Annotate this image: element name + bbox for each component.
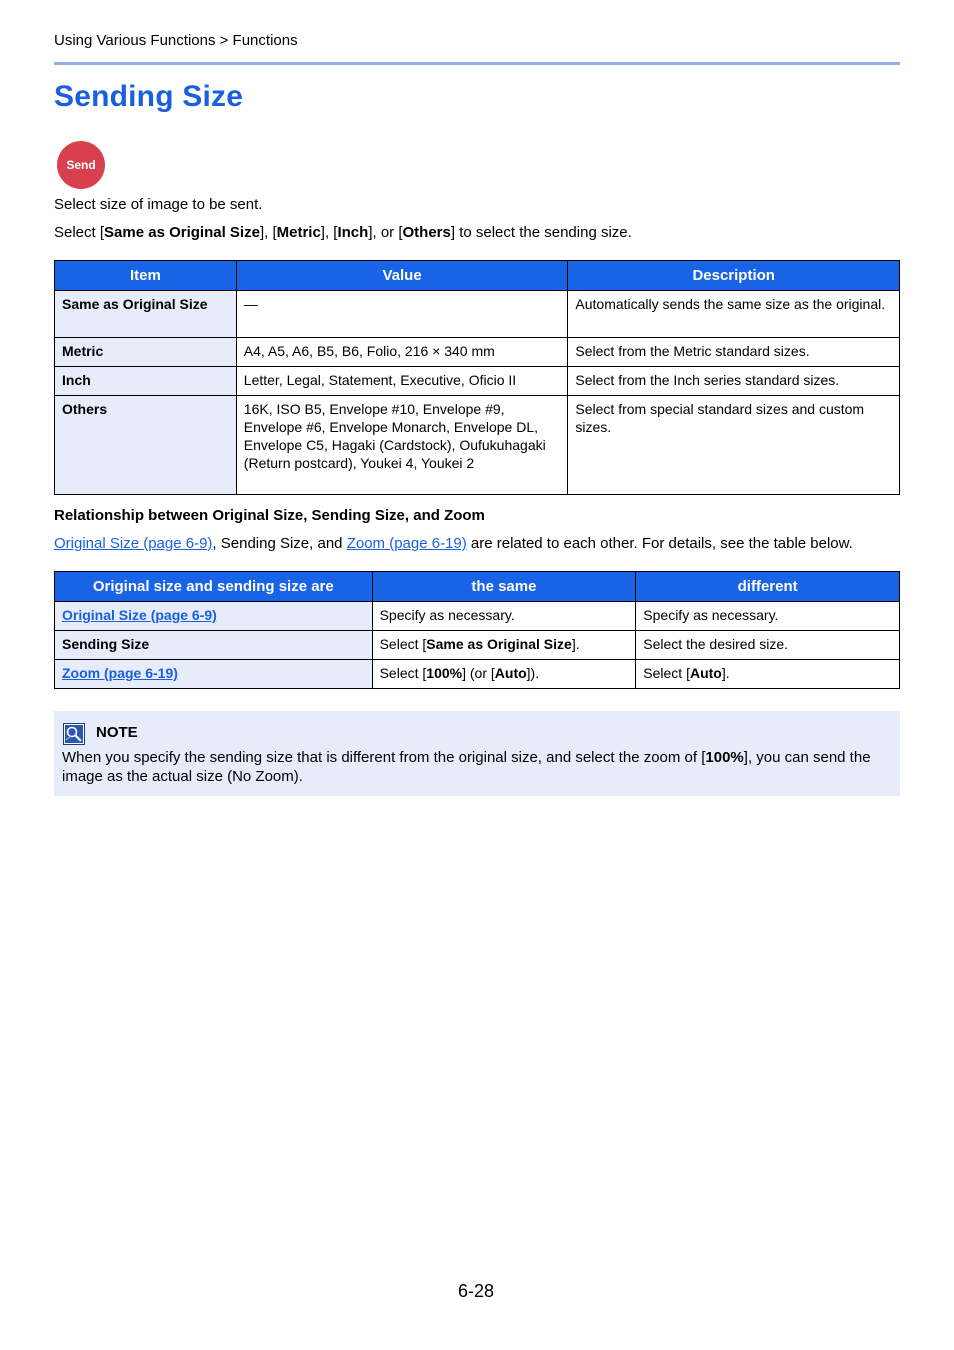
text-fragment: , Sending Size, and xyxy=(212,535,347,552)
column-header-same: the same xyxy=(372,572,636,602)
table-row xyxy=(55,631,900,660)
table-cell-value: 16K, ISO B5, Envelope #10, Envelope #9, Envelope #6, Envelope Monarch, Envelope DL, Envelope C5, Hagaki (Cardstock), Oufukuhagaki (Return postcard), Youkei 4, Youkei 2 xyxy=(236,396,568,495)
table-cell-value: — xyxy=(236,291,568,338)
table-cell-value: A4, A5, A6, B5, B6, Folio, 216 × 340 mm xyxy=(236,338,568,367)
text-fragment: ], you can send the image as the actual size (No Zoom). xyxy=(62,749,871,785)
text-fragment: ]. xyxy=(571,636,580,652)
table-cell-description: Select from the Metric standard sizes. xyxy=(568,338,900,367)
text-fragment: ]. xyxy=(721,665,730,681)
option-inch: Inch xyxy=(337,224,369,241)
table-cell-item xyxy=(55,602,373,631)
text-fragment: Select [ xyxy=(54,224,105,241)
table-row xyxy=(55,396,900,495)
table-cell-item: Sending Size xyxy=(55,631,373,660)
send-badge-label: Send xyxy=(66,158,96,172)
table-cell-item: Metric xyxy=(55,338,237,367)
table-cell-same: Specify as necessary. xyxy=(372,602,636,631)
relationship-text xyxy=(54,535,853,552)
sending-size-table xyxy=(54,260,900,495)
note-box xyxy=(54,711,900,796)
table-cell-description: Select from special standard sizes and custom sizes. xyxy=(568,396,900,495)
column-header-item: Item xyxy=(55,261,237,291)
relationship-table xyxy=(54,571,900,689)
send-mode-badge xyxy=(57,141,105,189)
table-cell-item xyxy=(55,660,373,689)
table-row xyxy=(55,338,900,367)
intro-line-1: Select size of image to be sent. xyxy=(54,196,263,213)
text-fragment: ] (or [ xyxy=(462,665,495,681)
key-label: 100% xyxy=(705,749,744,766)
table-row xyxy=(55,660,900,689)
column-header-different: different xyxy=(636,572,900,602)
table-cell-value: Letter, Legal, Statement, Executive, Oficio II xyxy=(236,367,568,396)
page-number: 6-28 xyxy=(458,1281,495,1301)
text-fragment: ], [ xyxy=(259,224,277,241)
table-cell-different: Specify as necessary. xyxy=(636,602,900,631)
table-cell-description: Select from the Inch series standard sizes. xyxy=(568,367,900,396)
table-cell-item: Others xyxy=(55,396,237,495)
key-label: Auto xyxy=(494,665,527,681)
table-cell-same xyxy=(372,660,636,689)
table-cell-same xyxy=(372,631,636,660)
zoom-link[interactable]: Zoom (page 6-19) xyxy=(346,535,467,552)
note-icon xyxy=(63,723,85,745)
table-header-row xyxy=(55,572,900,602)
table-cell-different xyxy=(636,660,900,689)
text-fragment: ]). xyxy=(526,665,540,681)
text-fragment: Select [ xyxy=(379,636,427,652)
original-size-link[interactable]: Original Size (page 6-9) xyxy=(54,535,213,552)
page-title: Sending Size xyxy=(54,80,244,113)
zoom-link[interactable]: Zoom (page 6-19) xyxy=(62,665,178,681)
column-header-value: Value xyxy=(236,261,568,291)
text-fragment: ], [ xyxy=(320,224,338,241)
option-metric: Metric xyxy=(276,224,321,241)
column-header-condition: Original size and sending size are xyxy=(55,572,373,602)
breadcrumb: Using Various Functions > Functions xyxy=(54,32,298,49)
note-text xyxy=(62,748,898,786)
key-label: Auto xyxy=(689,665,722,681)
text-fragment: Select [ xyxy=(643,665,690,681)
table-cell-item: Same as Original Size xyxy=(55,291,237,338)
table-row xyxy=(55,367,900,396)
key-label: 100% xyxy=(426,665,463,681)
table-header-row xyxy=(55,261,900,291)
table-row xyxy=(55,602,900,631)
table-cell-description: Automatically sends the same size as the original. xyxy=(568,291,900,338)
key-label: Same as Original Size xyxy=(426,636,572,652)
table-cell-different: Select the desired size. xyxy=(636,631,900,660)
header-divider xyxy=(54,62,900,65)
table-cell-item: Inch xyxy=(55,367,237,396)
text-fragment: Select [ xyxy=(379,665,427,681)
table-row xyxy=(55,291,900,338)
original-size-link[interactable]: Original Size (page 6-9) xyxy=(62,607,217,623)
column-header-description: Description xyxy=(568,261,900,291)
text-fragment: ], or [ xyxy=(368,224,403,241)
relationship-heading: Relationship between Original Size, Sending Size, and Zoom xyxy=(54,507,485,524)
intro-line-2 xyxy=(54,224,632,241)
option-others: Others xyxy=(402,224,451,241)
text-fragment: ] to select the sending size. xyxy=(450,224,632,241)
note-title: NOTE xyxy=(96,724,138,741)
text-fragment: are related to each other. For details, see the table below. xyxy=(466,535,853,552)
text-fragment: When you specify the sending size that is different from the original size, and select the zoom of [ xyxy=(62,749,706,766)
option-same-as-original: Same as Original Size xyxy=(104,224,260,241)
